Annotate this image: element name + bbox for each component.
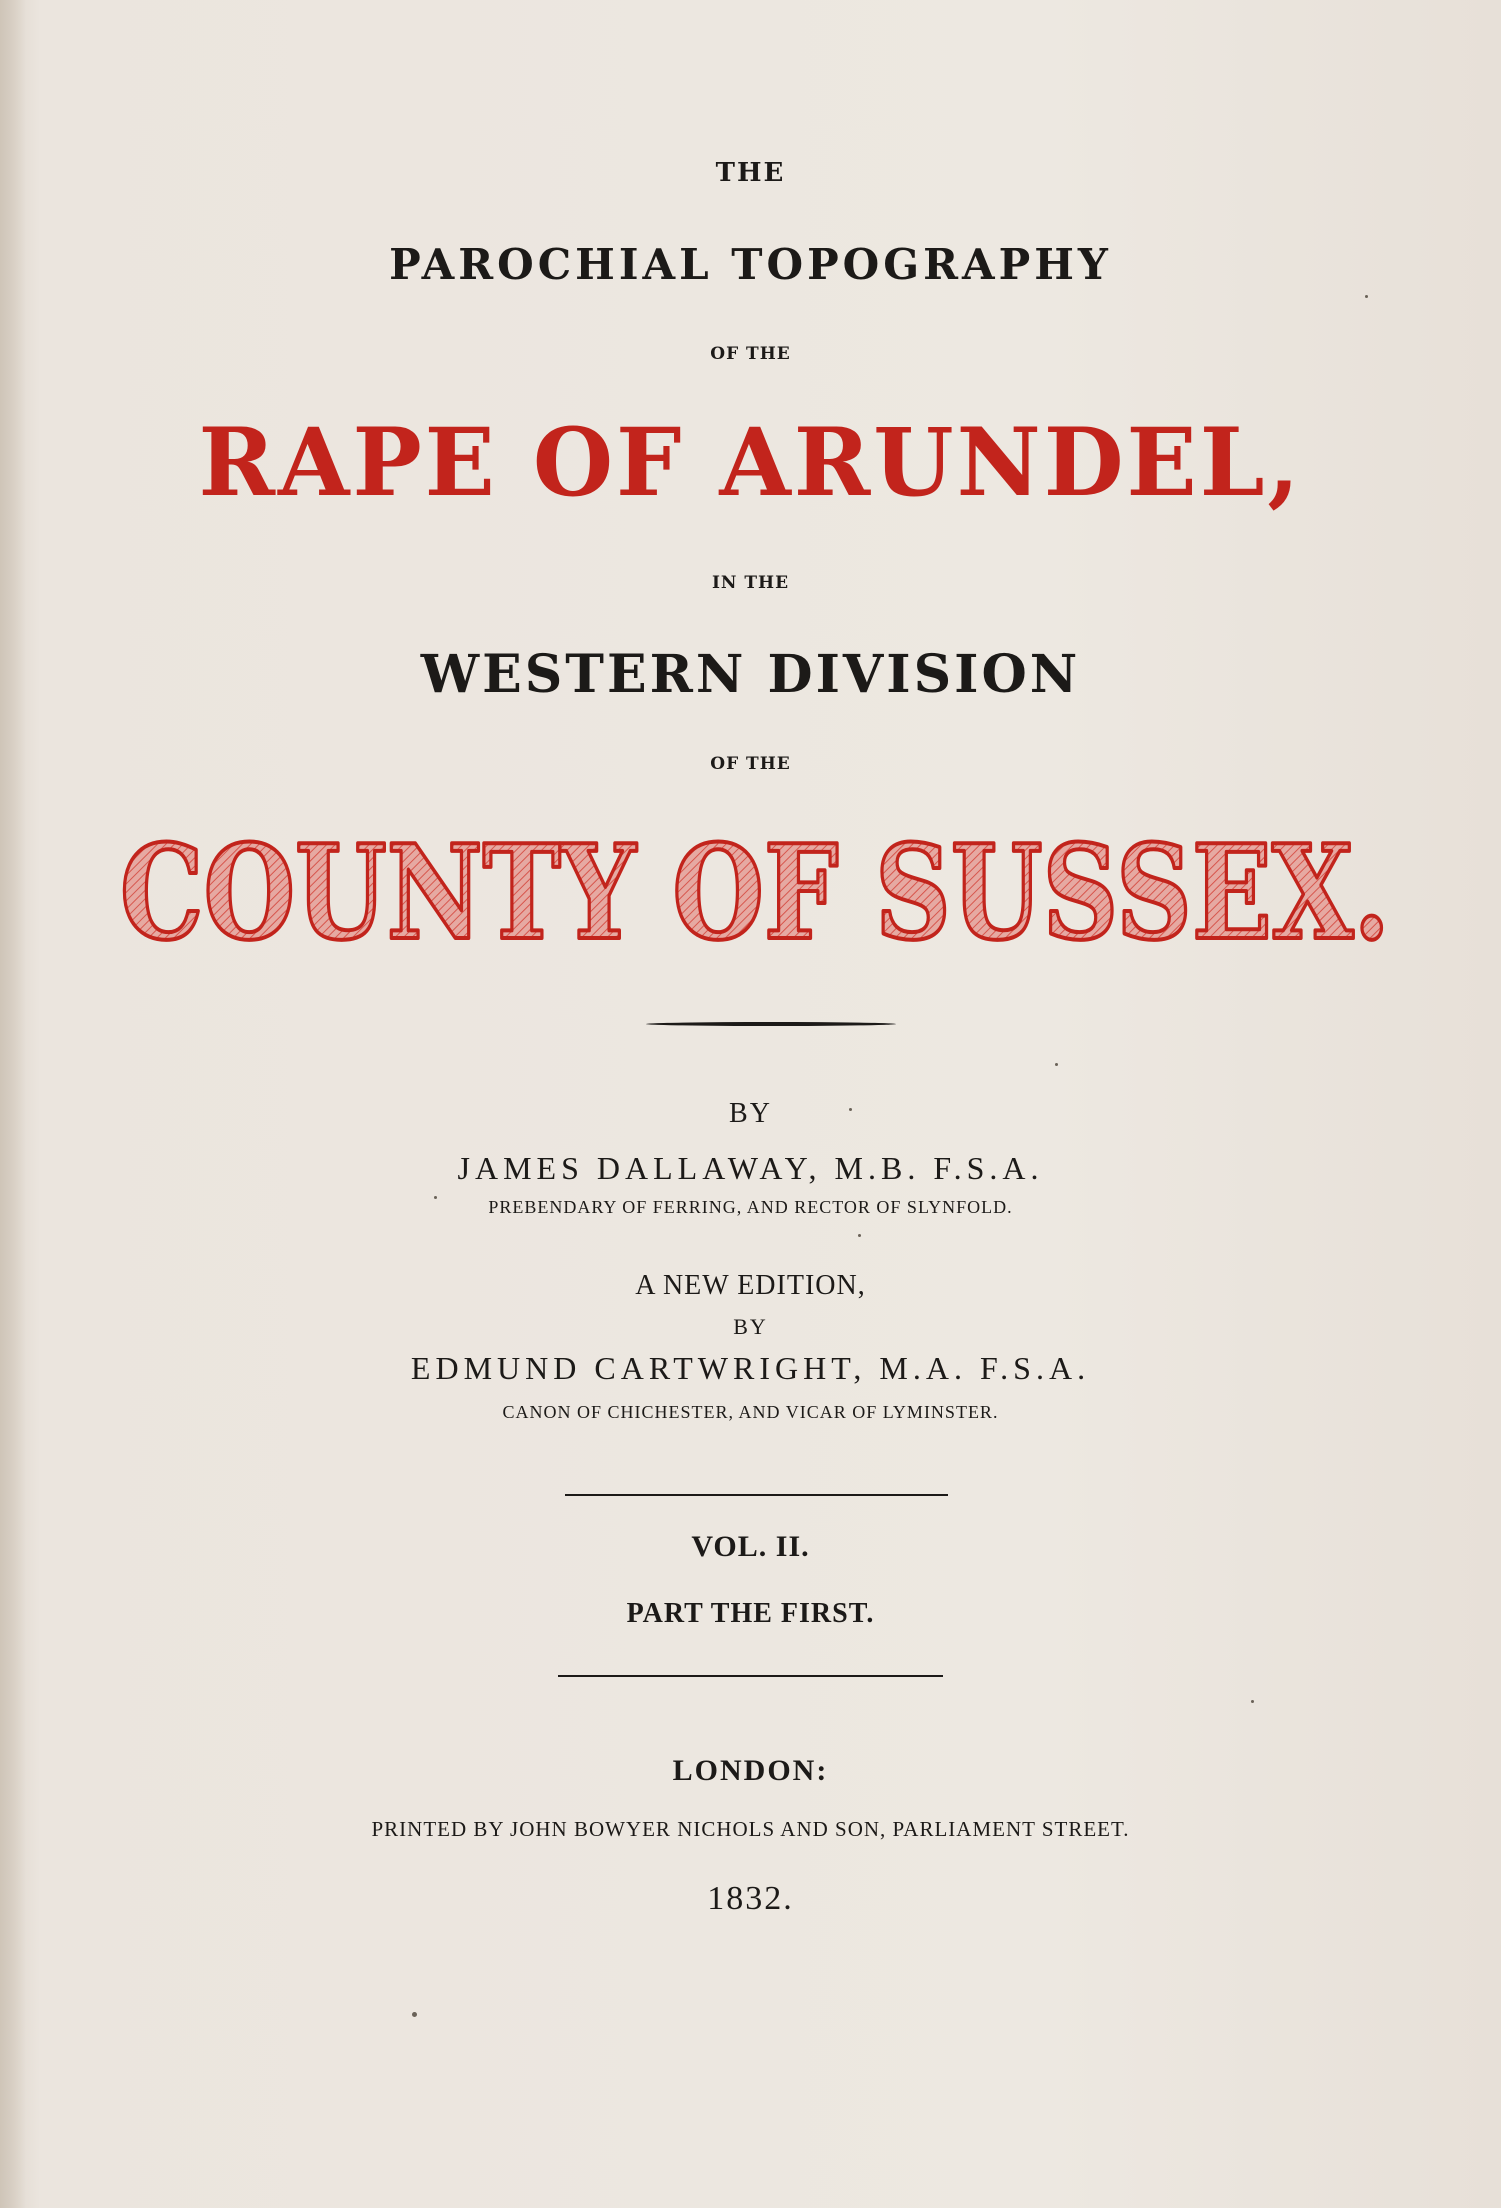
county-of-sussex-title [110, 806, 1400, 976]
publication-year: 1832. [707, 1880, 794, 1917]
line-of-the-1: OF THE [710, 344, 791, 364]
paper-speck [1365, 295, 1368, 298]
line-by-2: BY [733, 1314, 768, 1339]
author-name: JAMES DALLAWAY, M.B. F.S.A. [457, 1150, 1044, 1186]
heading-rape-of-arundel: RAPE OF ARUNDEL, [198, 408, 1303, 518]
printer-line: PRINTED BY JOHN BOWYER NICHOLS AND SON, PARLIAMENT STREET. [371, 1817, 1130, 1841]
line-of-the-2: OF THE [710, 754, 791, 774]
part-label: PART THE FIRST. [626, 1598, 875, 1629]
county-title-text: COUNTY OF SUSSEX. [120, 816, 1390, 969]
line-in-the: IN THE [711, 573, 790, 593]
heading-western-division: WESTERN DIVISION [420, 644, 1081, 705]
paper-speck [412, 2012, 417, 2017]
paper-speck [849, 1108, 852, 1111]
divider-rule-1 [646, 1022, 896, 1026]
author-title: PREBENDARY OF FERRING, AND RECTOR OF SLYNFOLD. [488, 1197, 1013, 1217]
edition-line: A NEW EDITION, [635, 1270, 866, 1301]
editor-title: CANON OF CHICHESTER, AND VICAR OF LYMINSTER. [502, 1402, 999, 1422]
heading-parochial-topography: PAROCHIAL TOPOGRAPHY [389, 240, 1112, 289]
line-by-1: BY [729, 1098, 772, 1129]
paper-speck [858, 1234, 861, 1237]
volume-label: VOL. II. [691, 1530, 810, 1563]
paper-speck [1251, 1700, 1254, 1703]
place-london: LONDON: [672, 1754, 829, 1787]
divider-rule-2 [565, 1494, 948, 1496]
line-the: THE [715, 158, 786, 188]
paper-speck [434, 1196, 437, 1199]
paper-speck [1055, 1063, 1058, 1066]
divider-rule-3 [558, 1675, 943, 1677]
editor-name: EDMUND CARTWRIGHT, M.A. F.S.A. [410, 1350, 1091, 1386]
